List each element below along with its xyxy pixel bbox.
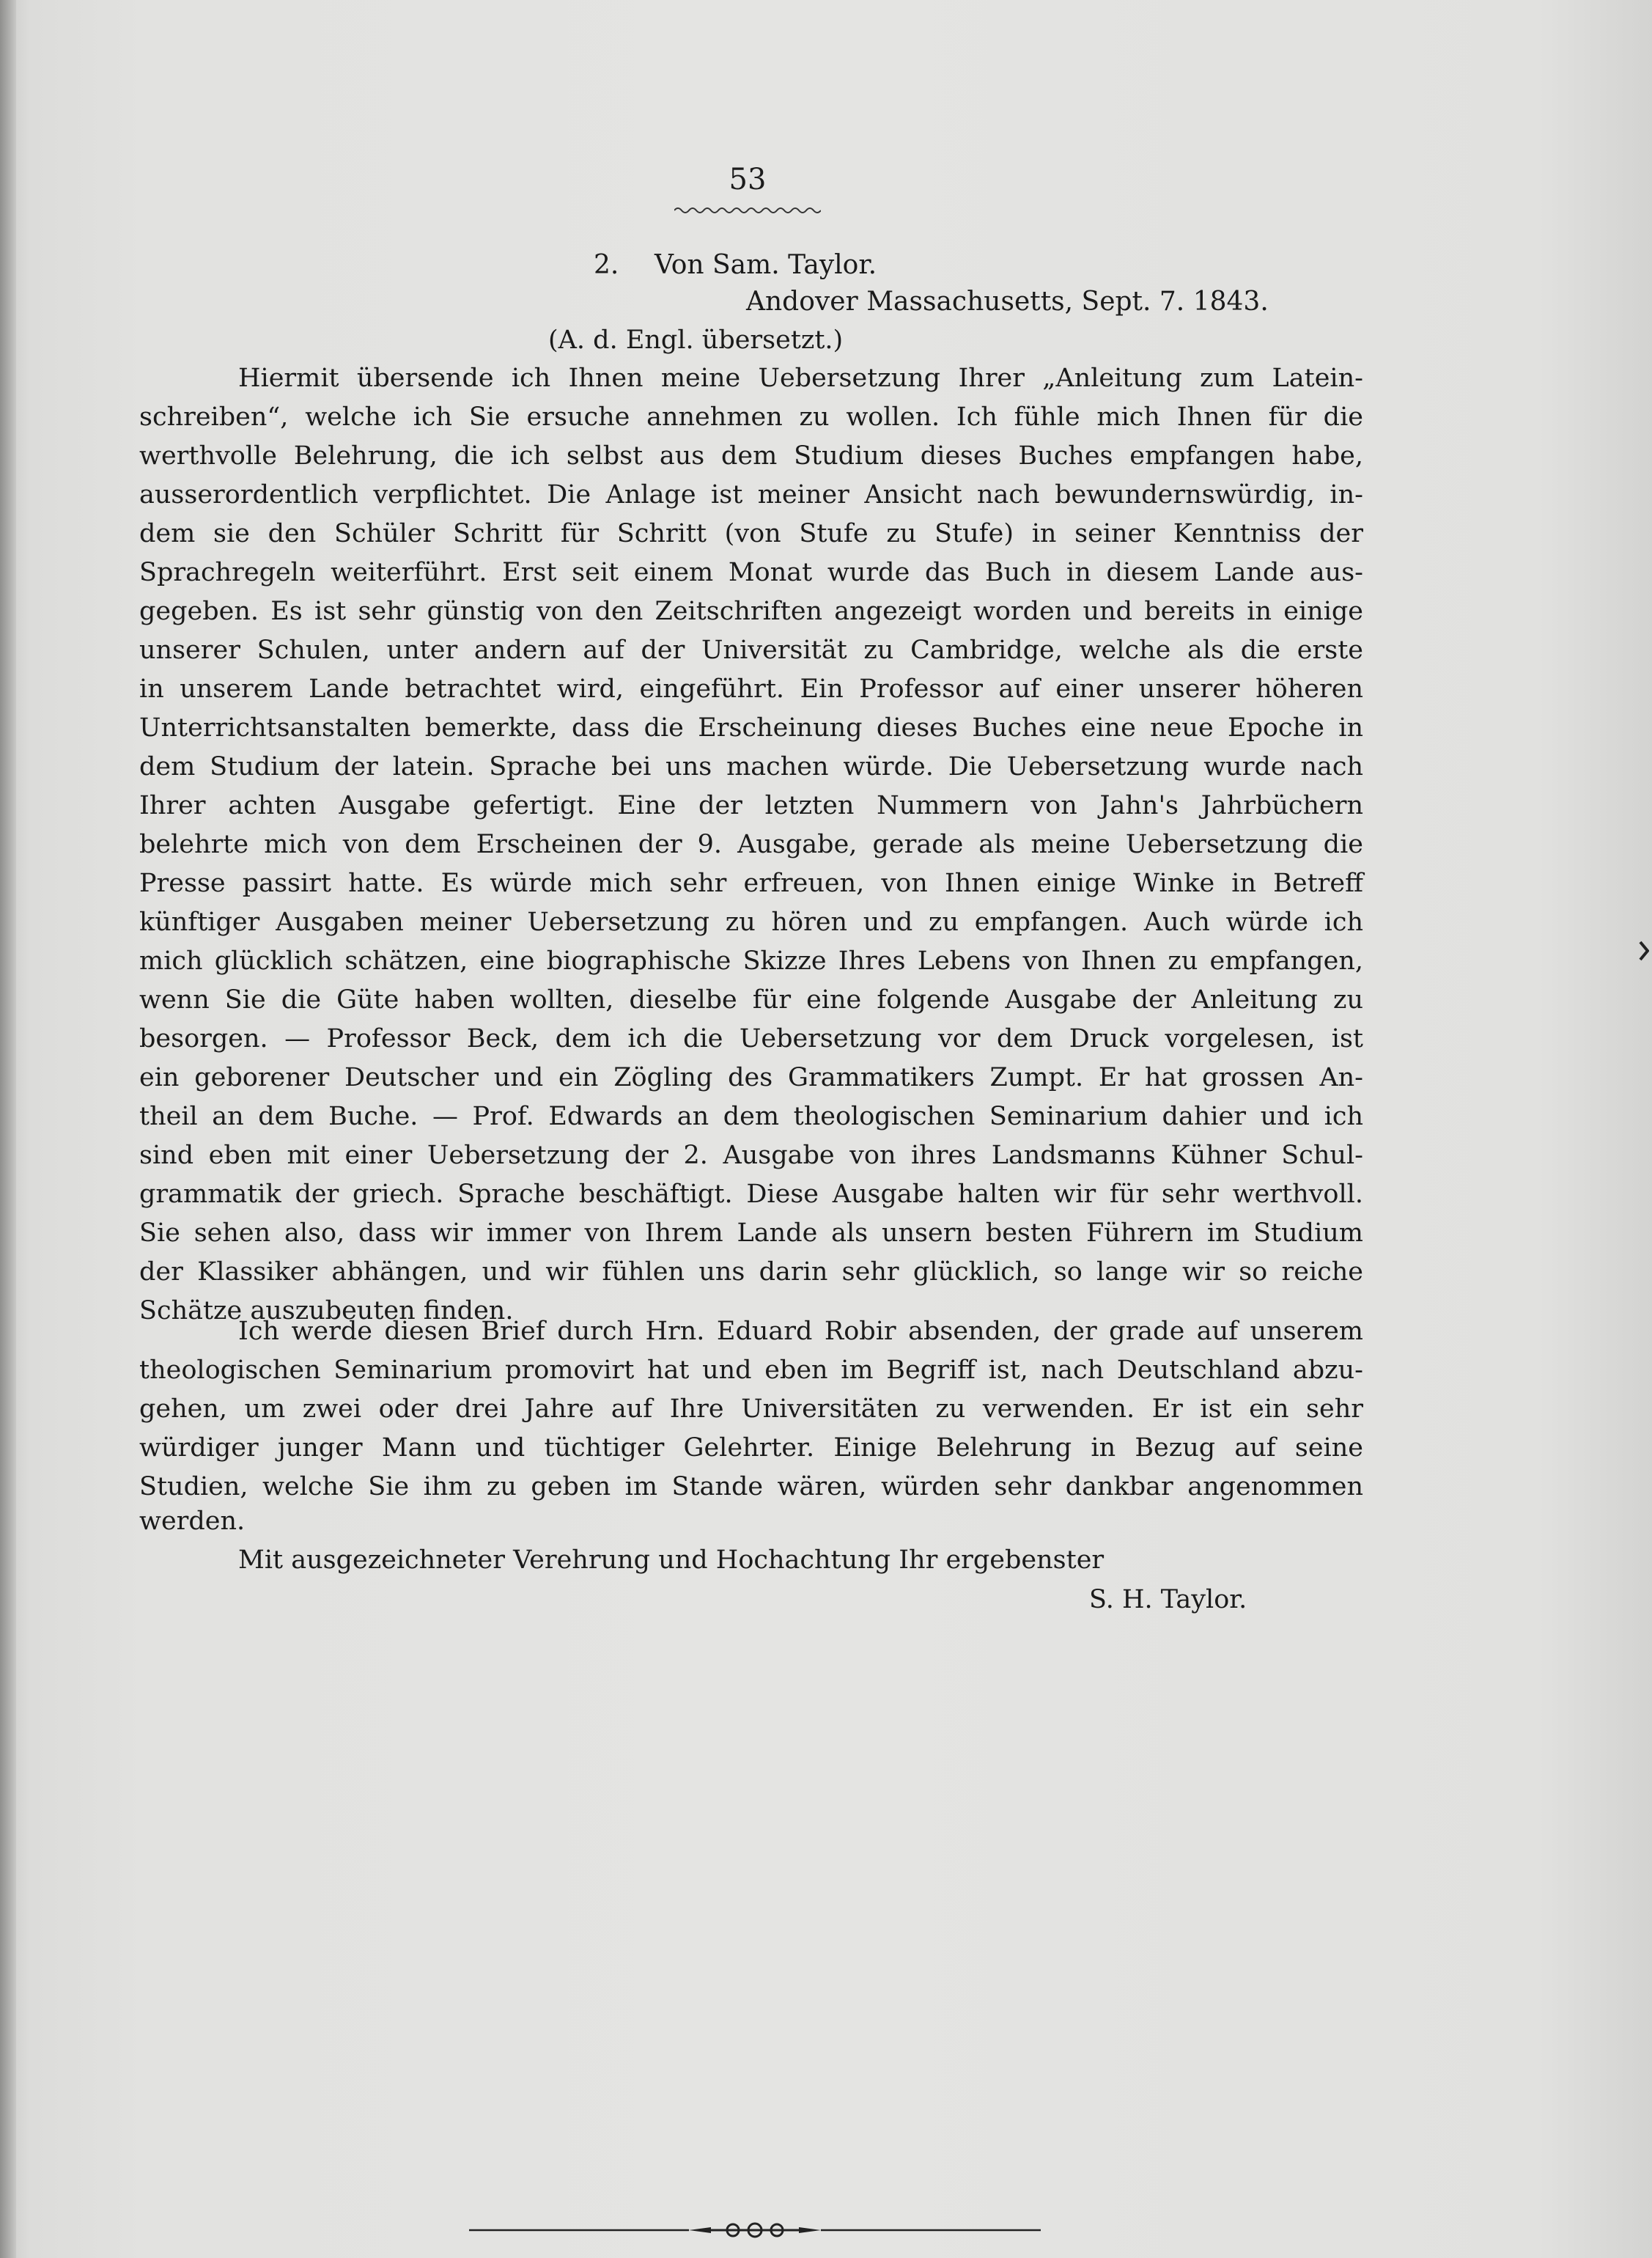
text-line: theil an dem Buche. — Prof. Edwards an dem theologischen Seminarium dahier und ich bbox=[139, 1102, 1363, 1131]
text-line: belehrte mich von dem Erscheinen der 9. Ausgabe, gerade als meine Uebersetzung die bbox=[139, 830, 1363, 859]
letter-closing: Mit ausgezeichneter Verehrung und Hochachtung Ihr ergebenster bbox=[238, 1545, 1105, 1575]
page-number: 53 bbox=[729, 163, 767, 196]
text-line: würdiger junger Mann und tüchtiger Gelehrter. Einige Belehrung in Bezug auf seine bbox=[139, 1433, 1363, 1463]
page-number-wavy-rule bbox=[674, 205, 821, 216]
text-line: grammatik der griech. Sprache beschäftigt. Diese Ausgabe halten wir für sehr werthvoll. bbox=[139, 1180, 1363, 1209]
text-line: besorgen. — Professor Beck, dem ich die Uebersetzung vor dem Druck vorgelesen, ist bbox=[139, 1024, 1363, 1053]
text-line: Ich werde diesen Brief durch Hrn. Eduard Robir absenden, der grade auf unserem bbox=[238, 1317, 1363, 1346]
text-line: mich glücklich schätzen, eine biographische Skizze Ihres Lebens von Ihnen zu empfangen, bbox=[139, 946, 1363, 976]
text-line: der Klassiker abhängen, und wir fühlen uns darin sehr glücklich, so lange wir so reiche bbox=[139, 1257, 1363, 1287]
text-line: Ihrer achten Ausgabe gefertigt. Eine der letzten Nummern von Jahn's Jahrbüchern bbox=[139, 791, 1363, 820]
text-line: ausserordentlich verpflichtet. Die Anlage ist meiner Ansicht nach bewundernswürdig, in- bbox=[139, 480, 1363, 510]
translation-note: (A. d. Engl. übersetzt.) bbox=[548, 326, 844, 355]
text-line: Sie sehen also, dass wir immer von Ihrem Lande als unsern besten Führern im Studium bbox=[139, 1218, 1363, 1248]
text-line: wenn Sie die Güte haben wollten, dieselbe für eine folgende Ausgabe der Anleitung zu bbox=[139, 985, 1363, 1015]
text-line: dem sie den Schüler Schritt für Schritt (von Stufe zu Stufe) in seiner Kenntniss der bbox=[139, 519, 1363, 548]
text-line: schreiben“, welche ich Sie ersuche annehmen zu wollen. Ich fühle mich Ihnen für die bbox=[139, 402, 1363, 432]
text-line: Schätze auszubeuten finden. bbox=[139, 1296, 514, 1325]
text-line: Studien, welche Sie ihm zu geben im Stande wären, würden sehr dankbar angenommen bbox=[139, 1472, 1363, 1501]
text-line: künftiger Ausgaben meiner Uebersetzung zu hören und zu empfangen. Auch würde ich bbox=[139, 908, 1363, 937]
text-line: Unterrichtsanstalten bemerkte, dass die Erscheinung dieses Buches eine neue Epoche in bbox=[139, 713, 1363, 743]
text-line: Presse passirt hatte. Es würde mich sehr erfreuen, von Ihnen einige Winke in Betreff bbox=[139, 869, 1363, 898]
text-line: ein geborener Deutscher und ein Zögling des Grammatikers Zumpt. Er hat grossen An- bbox=[139, 1063, 1363, 1092]
letter-place-date: Andover Massachusetts, Sept. 7. 1843. bbox=[746, 287, 1269, 317]
text-line: werthvolle Belehrung, die ich selbst aus dem Studium dieses Buches empfangen habe, bbox=[139, 441, 1363, 471]
text-line: gegeben. Es ist sehr günstig von den Zeitschriften angezeigt worden und bereits in einige bbox=[139, 597, 1363, 626]
letter-author: Von Sam. Taylor. bbox=[654, 250, 877, 280]
page-gutter-shadow bbox=[0, 0, 16, 2258]
text-line: in unserem Lande betrachtet wird, eingeführt. Ein Professor auf einer unserer höheren bbox=[139, 674, 1363, 704]
text-line: dem Studium der latein. Sprache bei uns machen würde. Die Uebersetzung wurde nach bbox=[139, 752, 1363, 782]
text-line: gehen, um zwei oder drei Jahre auf Ihre Universitäten zu verwenden. Er ist ein sehr bbox=[139, 1394, 1363, 1424]
section-end-ornament bbox=[469, 2221, 1041, 2239]
text-line: sind eben mit einer Uebersetzung der 2. Ausgabe von ihres Landsmanns Kühner Schul- bbox=[139, 1141, 1363, 1170]
text-line: Sprachregeln weiterführt. Erst seit einem Monat wurde das Buch in diesem Lande aus- bbox=[139, 558, 1363, 587]
edge-mark bbox=[1639, 941, 1649, 961]
text-line: unserer Schulen, unter andern auf der Universität zu Cambridge, welche als die erste bbox=[139, 636, 1363, 665]
letter-number: 2. bbox=[594, 250, 619, 280]
text-line: werden. bbox=[139, 1507, 246, 1536]
letter-signature: S. H. Taylor. bbox=[1089, 1585, 1247, 1614]
text-line: Hiermit übersende ich Ihnen meine Uebersetzung Ihrer „Anleitung zum Latein- bbox=[238, 364, 1363, 393]
text-line: theologischen Seminarium promovirt hat und eben im Begriff ist, nach Deutschland abzu- bbox=[139, 1356, 1363, 1385]
